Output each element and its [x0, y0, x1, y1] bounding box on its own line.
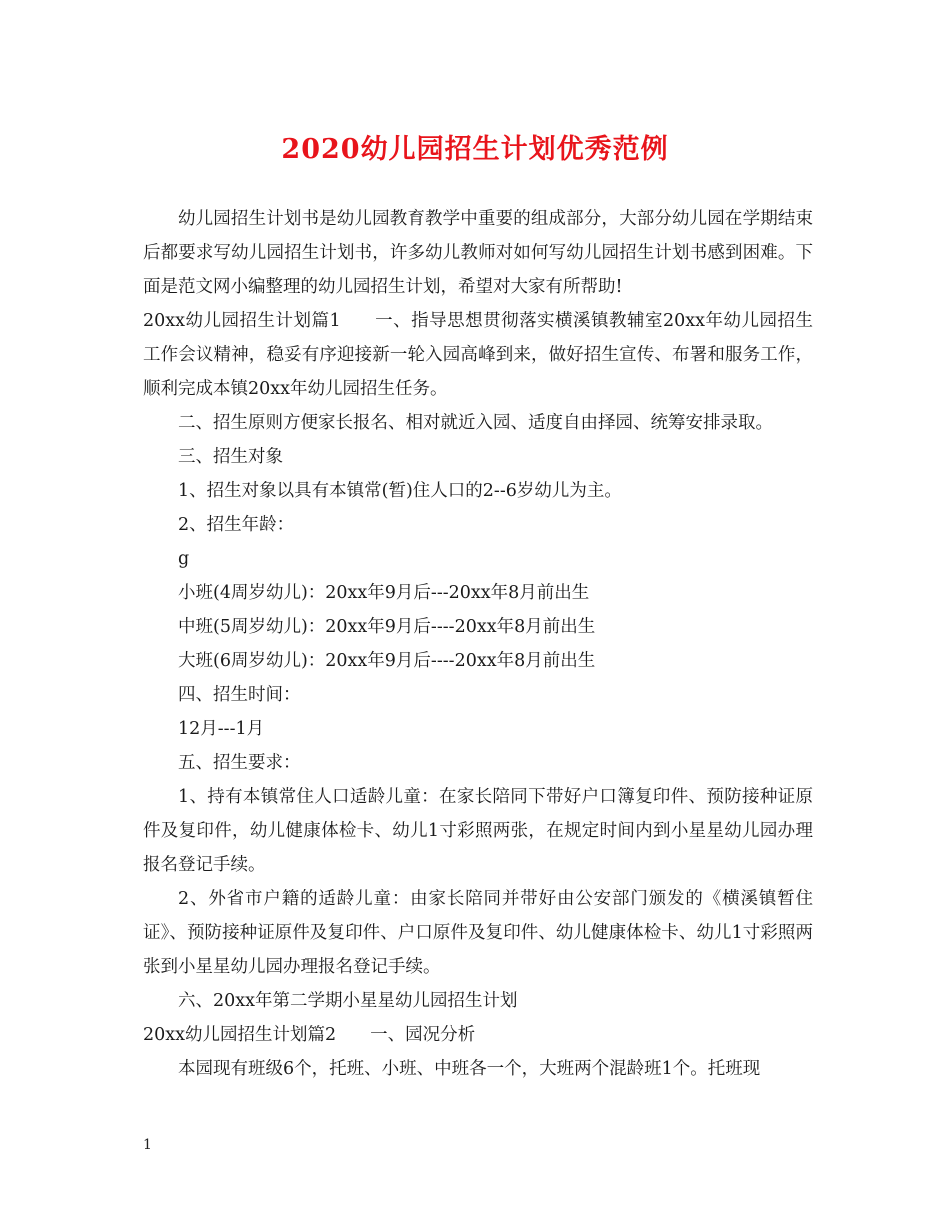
section-2-paragraph: [143, 1018, 813, 1052]
section-1-text: 一、指导思想贯彻落实横溪镇教辅室20xx年幼儿园招生工作会议精神，稳妥有序迎接新一轮入园高峰到来，做好招生宣传、布署和服务工作，顺利完成本镇20xx年幼儿园招生任务。: [143, 311, 814, 399]
section-1-heading: 20xx幼儿园招生计划篇1: [143, 311, 341, 331]
section-1-paragraph: [143, 304, 813, 406]
requirements-heading: 五、招生要求：: [178, 753, 301, 773]
plan-heading: 六、20xx年第二学期小星星幼儿园招生计划: [178, 991, 518, 1011]
intro-paragraph: 幼儿园招生计划书是幼儿园教育教学中重要的组成部分，大部分幼儿园在学期结束后都要求写幼儿园招生计划书，许多幼儿教师对如何写幼儿园招生计划书感到困难。下面是范文网小编整理的幼儿园招生计划，希望对大家有所帮助!: [143, 209, 813, 297]
page-number: 1: [143, 1137, 152, 1153]
principles-paragraph: 二、招生原则方便家长报名、相对就近入园、适度自由择园、统筹安排录取。: [178, 413, 773, 433]
class-large: 大班(6周岁幼儿)：20xx年9月后----20xx年8月前出生: [178, 651, 596, 671]
document-title: 2020幼儿园招生计划优秀范例: [281, 134, 669, 165]
document-body: [143, 202, 813, 1086]
analysis-paragraph: 本园现有班级6个，托班、小班、中班各一个，大班两个混龄班1个。托班现: [178, 1059, 761, 1079]
requirement-2: 2、外省市户籍的适龄儿童：由家长陪同并带好由公安部门颁发的《横溪镇暂住证》、预防接种证原件及复印件、户口原件及复印件、幼儿健康体检卡、幼儿1寸彩照两张到小星星幼儿园办理报名登记手续。: [143, 889, 813, 977]
target-item-2: 2、招生年龄：: [178, 515, 295, 535]
target-heading: 三、招生对象: [178, 447, 283, 467]
stray-character: g: [178, 549, 190, 569]
section-2-heading: 20xx幼儿园招生计划篇2: [143, 1025, 337, 1045]
requirement-1: 1、持有本镇常住人口适龄儿童：在家长陪同下带好户口簿复印件、预防接种证原件及复印件，幼儿健康体检卡、幼儿1寸彩照两张，在规定时间内到小星星幼儿园办理报名登记手续。: [143, 787, 813, 875]
time-value: 12月---1月: [178, 719, 265, 739]
class-middle: 中班(5周岁幼儿)：20xx年9月后----20xx年8月前出生: [178, 617, 596, 637]
time-heading: 四、招生时间：: [178, 685, 301, 705]
section-2-text: 一、园况分析: [370, 1025, 476, 1045]
target-item-1: 1、招生对象以具有本镇常(暂)住人口的2--6岁幼儿为主。: [178, 481, 622, 501]
class-small: 小班(4周岁幼儿)：20xx年9月后---20xx年8月前出生: [178, 583, 590, 603]
